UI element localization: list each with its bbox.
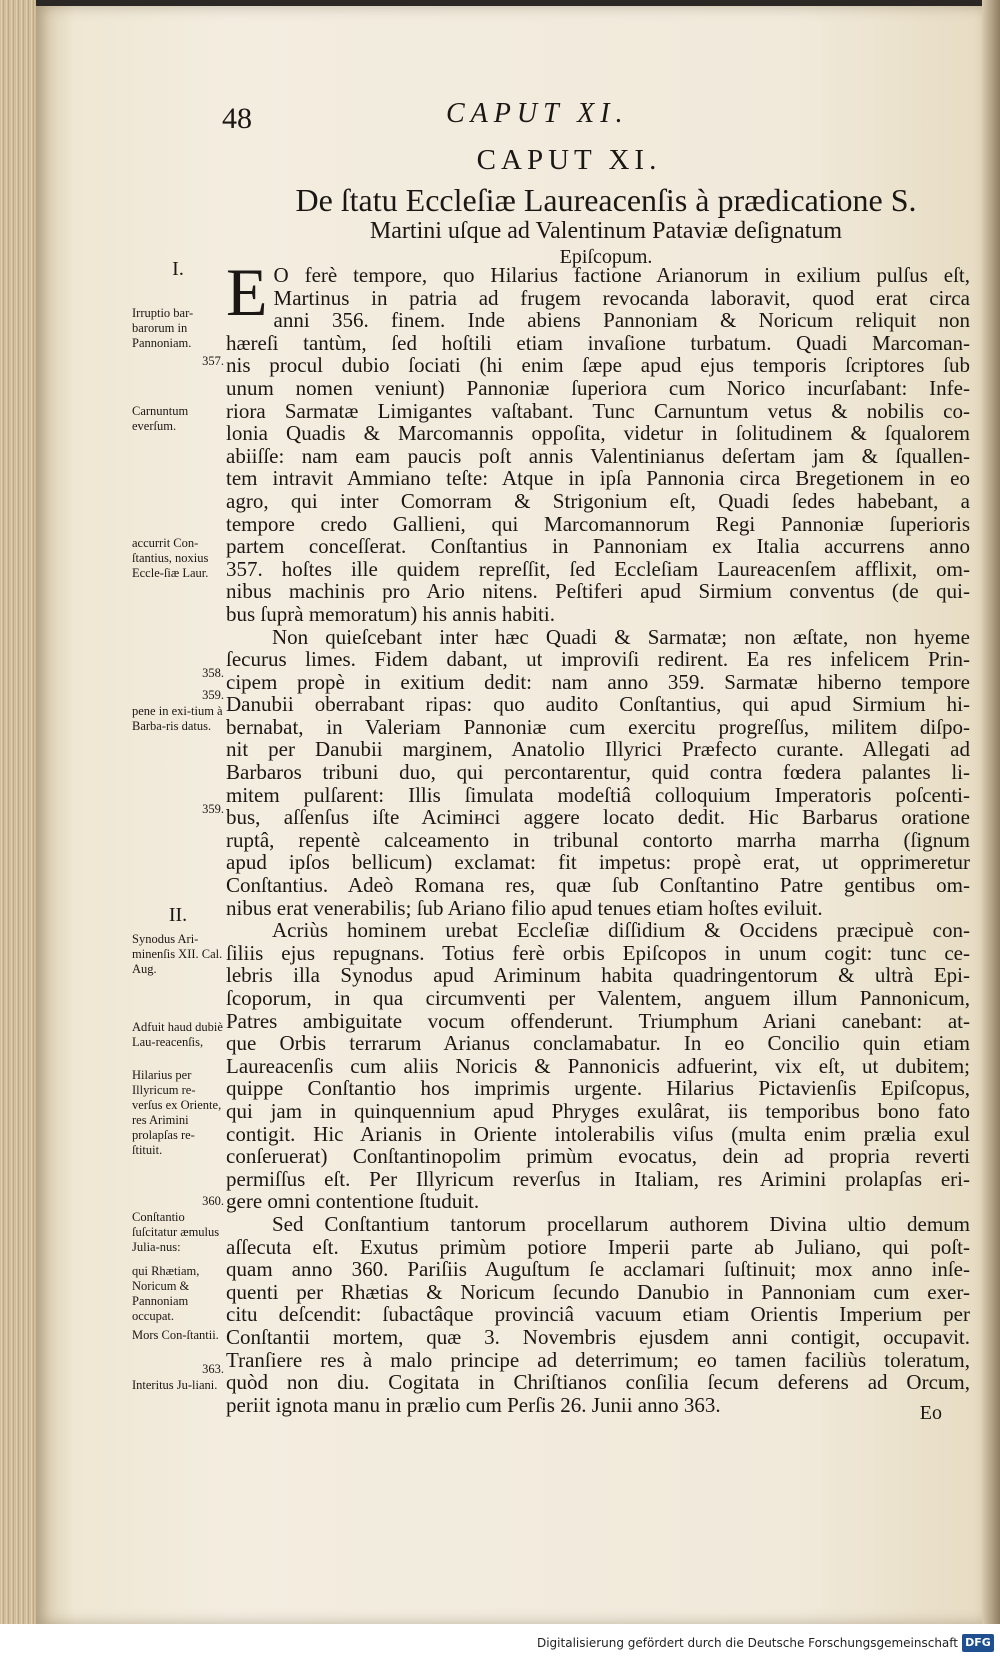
paragraph-4 xyxy=(226,1213,970,1416)
text-line: Danubii oberrabant ripas: quo audito Conſtantius, qui apud Sirmium hi- xyxy=(226,692,970,717)
text-line: Non quieſcebant inter hæc Quadi & Sarmatæ; non æſtate, non hyeme xyxy=(272,624,970,649)
text-line: anni 356. finem. Inde abiens Pannoniam & Noricum reliquit non xyxy=(273,308,970,333)
text-line: lonia Quadis & Marcomannis oppoſita, videtur in ſolitudinem & ſqualorem xyxy=(226,421,970,446)
dfg-logo: DFG xyxy=(962,1634,994,1652)
text-line: O ferè tempore, quo Hilarius factione Arianorum in exilium pulſus eſt, xyxy=(273,263,970,287)
margin-note: Adfuit haud dubiè Lau-reacenſis, xyxy=(132,1020,223,1049)
text-line: ſcoporum, in qua circumventi per Valentem, anguem illum Pannonicum, xyxy=(226,986,970,1010)
text-line: partem conceſſerat. Conſtantius in Pannoniam ex Italia accurrens anno xyxy=(226,534,970,559)
book-page xyxy=(36,6,982,1624)
text-line: nibus machinis pro Ario nitens. Peſtiferi apud Sirmium conventus (de qui- xyxy=(226,579,970,604)
margin-note: qui Rhætiam, Noricum & Pannoniam occupat. xyxy=(132,1264,200,1323)
text-line: apud ipſos bellicum) exclamat: fit impetus: propè erat, ut opprimeretur xyxy=(226,850,970,875)
text-line: ſiliis ejus repugnans. Totius ferè orbis Epiſcopos in unum cogit: tunc ce- xyxy=(226,940,970,965)
text-line: nis procul dubio ſociati (hi enim ſæpe apud ejus temporis ſcriptores ſub xyxy=(226,353,970,378)
text-line: quippe Conſtantio hos imprimis urgente. Hilarius Pictavienſis Epiſcopus, xyxy=(226,1076,970,1101)
text-line: tempore credo Gallieni, qui Marcomannorum Regi Pannoniæ ſuperioris xyxy=(226,511,970,536)
text-line: Patres ambiguitate vocum offenderunt. Triumphum Ariani canebant: at- xyxy=(226,1008,970,1033)
text-line: quòd non diu. Cogitata in Chriſtianos conſilia ſecum deferens ad Orcum, xyxy=(226,1370,970,1395)
text-line: quam anno 360. Pariſiis Auguſtum ſe acclamari ſuſtinuit; mox anno inſe- xyxy=(226,1257,970,1282)
text-line: Barbaros tribuni duo, qui percontarentur, quid contra fœdera palantes li- xyxy=(226,760,970,785)
catchword: Eo xyxy=(919,1402,942,1424)
margin-year: 359. xyxy=(202,802,224,816)
text-line: Conſtantii mortem, quæ 3. Novembris ejusdem anni contigit, occupavit. xyxy=(226,1324,970,1349)
text-line: quenti per Rhætias & Noricum ſecundo Danubio in Pannoniam cum exer- xyxy=(226,1279,970,1304)
text-line: cipem propè in exitium dedit: nam anno 359. Sarmatæ hiberno tempore xyxy=(226,669,970,694)
page-number: 48 xyxy=(222,102,252,135)
text-line: unum nomen veniunt) Pannoniæ ſuperiora cum Norico incurſabant: Infe- xyxy=(226,375,970,400)
margin-note: Irruptio bar-barorum in Pannoniam. xyxy=(132,306,194,350)
margin-note: Interitus Ju-liani. xyxy=(132,1378,218,1392)
text-line: ruptâ, repentè calceamento in tribunal contorto marrha marrha (ſignum xyxy=(226,827,970,852)
margin-note: Conſtantio ſuſcitatur æmulus Julia-nus: xyxy=(132,1210,220,1254)
text-line: ſecurus limes. Fidem dabant, ut improviſi redirent. Ea res infelicem Prin- xyxy=(226,647,970,672)
text-line: qui jam in quinquennium apud Phryges exulârat, iis temporibus bono fato xyxy=(226,1098,970,1123)
chapter-title-line-3: Epiſcopum. xyxy=(559,246,653,268)
text-line: conſeruerat) Conſtantinopolim primùm evocatus, dein ad propria reverti xyxy=(226,1144,970,1169)
text-line: citu deſcendit: ſubactâque provinciâ vacuum etiam Orientis Imperium per xyxy=(226,1302,970,1327)
text-line: gere omni contentione ſtuduit. xyxy=(226,1189,480,1214)
text-line: tem intravit Ammiano teſte: Atque in ipſa Pannonia circa Bregetionem in eo xyxy=(226,466,970,491)
margin-note: Mors Con-ſtantii. xyxy=(132,1328,219,1342)
text-line: periit ignota manu in prælio cum Perſis 26. Junii anno 363. xyxy=(226,1392,721,1417)
margin-year: 360. xyxy=(202,1194,224,1208)
text-line: contigit. Hic Arianis in Oriente intolerabilis viſus (multa enim prælia exul xyxy=(226,1121,970,1146)
text-line: que Orbis terrarum Arianus conclamabatur. In eo Concilio quin etiam xyxy=(226,1031,970,1056)
text-line: aſſecuta eſt. Exutus primùm potiore Imperii parte ab Juliano, qui poſt- xyxy=(226,1234,970,1259)
margin-section-number: I. xyxy=(172,258,184,280)
text-line: bus, aſſenſus iſte Acimінci aggere locato dedit. Hic Barbarus oratione xyxy=(226,805,970,830)
text-line: Acriùs hominem urebat Eccleſiæ diſſidium & Occidens præcipuè con- xyxy=(272,918,970,943)
text-line: riora Sarmatæ Limigantes vaſtabant. Tunc Carnuntum vetus & nobilis co- xyxy=(226,398,970,423)
margin-section-number: II. xyxy=(168,904,188,926)
footer-credit: Digitalisierung gefördert durch die Deutsche Forschungsgemeinschaft xyxy=(536,1636,958,1650)
chapter-title-line-2: Martini uſque ad Valentinum Pataviæ deſignatum xyxy=(369,218,843,244)
text-line: Tranſiere res à malo principe ad deterrimum; eo tamen faciliùs toleratum, xyxy=(226,1347,970,1372)
text-line: Conſtantius. Adeò Romana res, quæ ſub Conſtantino Patre gentibus om- xyxy=(226,873,970,898)
text-line: agro, qui inter Comorram & Strigonium eſt, Quadi ſedes habebant, a xyxy=(226,488,970,513)
paragraph-3 xyxy=(226,919,970,1213)
margin-year: 359. xyxy=(202,688,224,702)
paragraph-2 xyxy=(226,626,970,920)
drop-cap: E xyxy=(226,254,268,330)
text-line: Martinus in patria ad frugem revocanda laboravit, quod erat circa xyxy=(273,285,970,310)
text-line: bernabat, in Valeriam Pannoniæ cum exercitu progreſſus, militem diſpo- xyxy=(226,714,970,739)
text-line: mitem pulſarent: Illis ſimulata modeſtiâ colloquium Imperatoris poſcenti- xyxy=(226,782,970,807)
text-line: Sed Conſtantium tantorum procellarum authorem Divina ultio demum xyxy=(272,1211,970,1236)
margin-note: pene in exi-tium à Barba-ris datus. xyxy=(132,704,223,733)
margin-note: Carnuntum everſum. xyxy=(132,404,189,433)
text-line: abiiſſe: nam eam paucis poſt annis Valentinianus deſertam jam & ſquallen- xyxy=(226,443,970,468)
margin-note: Synodus Ari-minenſis XII. Cal. Aug. xyxy=(132,932,223,976)
text-line: Laureacenſis cum aliis Noricis & Pannonicis adfuerint, vix eſt, ut dubitem; xyxy=(226,1053,970,1078)
margin-year: 358. xyxy=(202,666,224,680)
text-line: hæreſi tantùm, ſed hoſtili etiam invaſione turbatum. Quadi Marcoman- xyxy=(226,330,970,355)
margin-note: Hilarius per Illyricum re-verſus ex Oriente, res Arimini prolapſas re-ſtituit. xyxy=(132,1068,222,1157)
text-line: bus ſuprà memoratum) his annis habiti. xyxy=(226,601,555,626)
text-line: nibus erat venerabilis; ſub Ariano filio apud tenues etiam hoſtes eviluit. xyxy=(226,895,823,920)
chapter-title-line-1: De ſtatu Eccleſiæ Laureacenſis à prædicatione S. xyxy=(295,182,917,218)
chapter-heading: CAPUT XI. xyxy=(476,144,662,176)
footer-bar xyxy=(0,1624,1000,1658)
margin-year: 357. xyxy=(202,354,224,368)
margin-note: accurrit Con-ſtantius, noxius Eccle-ſiæ Laur. xyxy=(132,536,209,580)
running-head: CAPUT XI. xyxy=(446,98,629,129)
text-line: permiſſus eſt. Per Illyricum reverſus in Italiam, res Arimini prolapſas eri- xyxy=(226,1166,970,1191)
text-line: lebris illa Synodus apud Ariminum habita quadringentorum & ultrà Epi- xyxy=(226,963,970,988)
text-line: 357. hoſtes ille quidem repreſſit, ſed Eccleſiam Laureacenſem afflixit, om- xyxy=(226,556,970,581)
book-edge xyxy=(0,0,36,1625)
text-line: nit per Danubii marginem, Anatolio Illyrici Præfecto curante. Allegati ad xyxy=(226,737,970,762)
margin-year: 363. xyxy=(202,1362,224,1376)
